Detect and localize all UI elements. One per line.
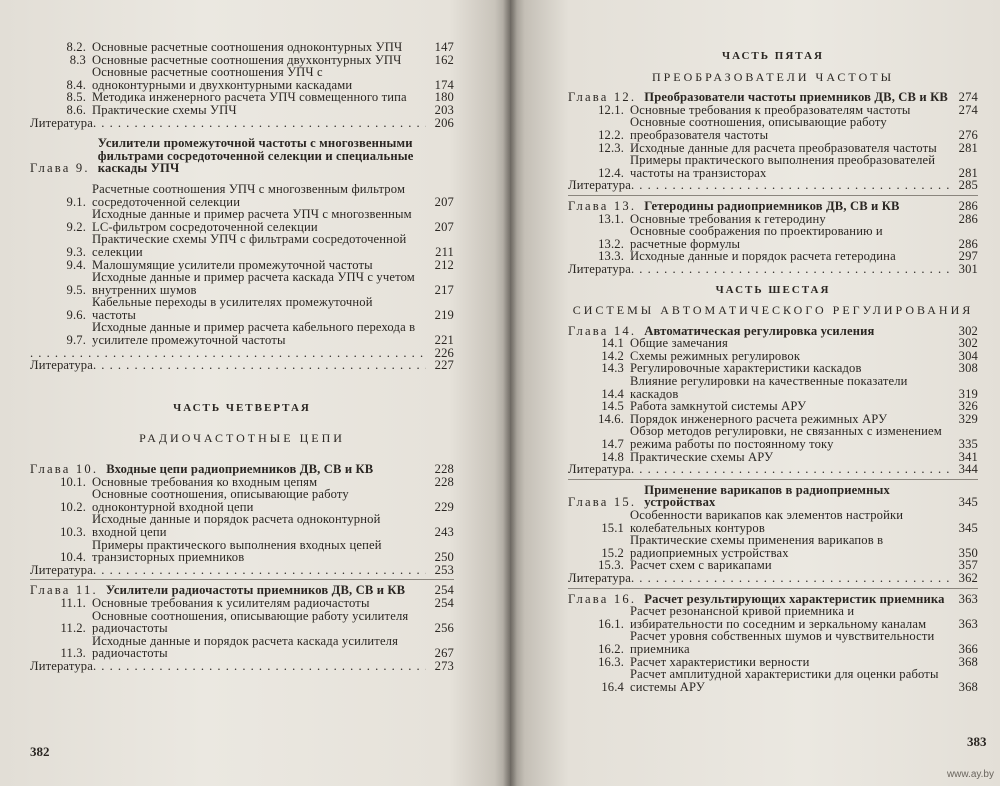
page-number: 228 [434, 462, 454, 477]
toc-block-chapter-10 [30, 476, 454, 577]
section-title: Порядок инженерного расчета режимных АРУ [630, 411, 888, 426]
divider [568, 195, 978, 196]
chapter-label: Глава 12. [568, 90, 637, 105]
page-number: 274 [958, 102, 978, 117]
section-title: Основные соотношения, описывающие работу преобразователя частоты [630, 115, 887, 142]
section-number: 12.1. [598, 102, 624, 117]
section-number: 9.7. [66, 333, 86, 348]
toc-literature-entry [568, 572, 978, 585]
section-number: 13.1. [598, 211, 624, 226]
section-title: Исходные данные и пример расчета кабельного перехода в усилителе промежуточной частоты [92, 320, 416, 348]
section-title: Основные расчетные соотношения двухконтурных УПЧ [92, 52, 402, 67]
section-title: Примеры практического выполнения преобразователей частоты на транзисторах [630, 153, 936, 180]
page-number: 350 [958, 545, 978, 560]
section-number: 15.3. [598, 558, 624, 573]
section-title: Особенности варикапов как элементов настройки колебательных контуров [630, 508, 904, 535]
literature-label: Литература [30, 658, 93, 673]
chapter-heading-13 [568, 200, 978, 213]
section-number: 14.3 [601, 361, 624, 376]
section-title: Исходные данные и пример расчета каскада УПЧ с учетом внутренних шумов [92, 270, 415, 297]
toc-block-chapter-13 [568, 213, 978, 276]
section-number: 14.4 [601, 386, 624, 401]
section-number: 12.2. [598, 127, 624, 142]
chapter-label: Глава 14. [568, 323, 637, 338]
section-title: Регулировочные характеристики каскадов [630, 361, 862, 376]
toc-block-chapter-9 [30, 183, 454, 372]
section-title: Расчет уровня собственных шумов и чувствительности приемника [630, 629, 935, 656]
section-number: 11.3. [60, 646, 86, 661]
section-title: Практические схемы АРУ [630, 449, 774, 464]
chapter-title: Усилители промежуточной частоты с многозвенными фильтрами сосредоточенной селекции и специальные каскады УПЧ [97, 136, 414, 176]
page-number: 212 [434, 257, 454, 272]
section-number: 15.2 [601, 545, 624, 560]
page-number: 207 [434, 219, 454, 234]
section-title: Общие замечания [630, 336, 728, 351]
toc-entry [568, 630, 978, 655]
page-folio: 382 [30, 744, 50, 759]
chapter-heading-15 [568, 484, 978, 509]
part-subtitle: РАДИОЧАСТОТНЫЕ ЦЕПИ [139, 431, 345, 446]
section-number: 10.4. [60, 550, 86, 565]
toc-entry [568, 605, 978, 630]
toc-entry [568, 375, 978, 400]
page-number: 267 [434, 646, 454, 661]
section-title: Основные требования к преобразователям частоты [630, 102, 911, 117]
right-page [510, 0, 1000, 786]
page-number: 174 [434, 77, 454, 92]
section-title: Основные соотношения, описывающие работу одноконтурной входной цепи [92, 487, 349, 514]
chapter-label: Глава 15. [568, 495, 637, 510]
toc-block-chapter-16 [568, 605, 978, 693]
toc-entry [30, 233, 454, 258]
page-number: 368 [958, 654, 978, 669]
leader-dots [631, 463, 950, 476]
section-number: 12.4. [598, 165, 624, 180]
toc-entry [568, 509, 978, 534]
chapter-title: Применение варикапов в радиоприемных устройствах [644, 482, 890, 510]
page-number: 281 [958, 165, 978, 180]
part-subtitle: СИСТЕМЫ АВТОМАТИЧЕСКОГО РЕГУЛИРОВАНИЯ [572, 303, 974, 318]
toc-entry [568, 668, 978, 693]
section-title: Практические схемы УПЧ с фильтрами сосредоточенной селекции [92, 232, 407, 259]
page-number: 250 [434, 550, 454, 565]
section-title: Практические схемы применения варикапов в радиоприемных устройствах [630, 533, 884, 560]
page-number: 253 [434, 562, 454, 577]
toc-block-chapter-8 [30, 41, 454, 129]
page-number: 147 [434, 40, 454, 54]
page-number: 301 [958, 261, 978, 276]
section-number: 13.3. [598, 249, 624, 264]
section-title: Основные соотношения, описывающие работу усилителя радиочастоты [92, 608, 409, 636]
page-number: 329 [958, 411, 978, 426]
toc-entry [568, 534, 978, 559]
toc-literature-entry [30, 359, 454, 372]
leader-dots [631, 179, 950, 192]
section-title: Исходные данные для расчета преобразователя частоты [630, 140, 937, 155]
section-title: Исходные данные и порядок расчета каскада усилителя радиочастоты [92, 633, 399, 661]
toc-entry [568, 116, 978, 141]
toc-entry [30, 208, 454, 233]
section-number: 14.6. [598, 411, 624, 426]
page-number: 335 [958, 437, 978, 452]
section-number: 9.2. [66, 219, 86, 234]
section-number: 13.2. [598, 236, 624, 251]
section-number: 14.5 [601, 399, 624, 414]
toc-literature-entry [30, 564, 454, 577]
section-title: Расчет характеристики верности [630, 654, 810, 669]
toc-literature-entry [30, 117, 454, 130]
leader-dots [631, 263, 950, 276]
toc-block-chapter-12 [568, 104, 978, 192]
chapter-label: Глава 10. [30, 462, 99, 477]
section-title: Исходные данные и пример расчета УПЧ с многозвенным LC-фильтром сосредоточенной селекции [92, 207, 412, 234]
part-title: ЧАСТЬ ЧЕТВЕРТАЯ [173, 401, 311, 414]
literature-label: Литература [568, 178, 631, 193]
page-number: 219 [434, 307, 454, 322]
chapter-heading-12 [568, 91, 978, 104]
section-number: 16.1. [598, 616, 624, 631]
literature-label: Литература [568, 261, 631, 276]
chapter-title: Расчет результирующих характеристик приемника [644, 591, 945, 606]
section-number: 12.3. [598, 140, 624, 155]
section-number: 10.2. [60, 499, 86, 514]
section-title: Исходные данные и порядок расчета гетеродина [630, 249, 896, 264]
section-number: 14.1 [601, 336, 624, 351]
leader-dots [93, 564, 426, 577]
toc-entry [30, 41, 454, 54]
chapter-heading-9 [30, 137, 454, 175]
toc-entry [568, 425, 978, 450]
section-number: 9.4. [66, 257, 86, 272]
literature-label: Литература [30, 115, 93, 130]
section-number: 11.2. [60, 621, 86, 636]
page-number: 273 [434, 658, 454, 673]
section-number: 16.3. [598, 654, 624, 669]
section-title: Расчет схем с варикапами [630, 558, 772, 573]
section-number: 8.4. [66, 77, 86, 92]
page-number: 345 [958, 520, 978, 535]
part-title: ЧАСТЬ ПЯТАЯ [722, 50, 824, 62]
page-number: 226 [434, 345, 454, 360]
page-number: 341 [958, 449, 978, 464]
toc-entry [30, 488, 454, 513]
page-folio: 383 [967, 734, 987, 749]
section-number: 8.2. [66, 40, 86, 54]
page-number: 344 [958, 462, 978, 477]
toc-literature-entry [568, 463, 978, 476]
section-title: Расчет резонансной кривой приемника и избирательности по соседним и зеркальному каналам [630, 604, 927, 631]
section-title: Практические схемы УПЧ [92, 102, 237, 117]
page-number: 357 [958, 558, 978, 573]
toc-block-chapter-14 [568, 337, 978, 476]
page-number: 254 [434, 583, 454, 598]
page-number: 286 [958, 211, 978, 226]
toc-entry [30, 539, 454, 564]
section-title: Кабельные переходы в усилителях промежуточной частоты [92, 295, 373, 322]
section-title: Основные соображения по проектированию и расчетные формулы [630, 224, 883, 251]
toc-entry [30, 635, 454, 660]
section-title: Основные требования ко входным цепям [92, 474, 318, 489]
page-number: 217 [434, 282, 454, 297]
chapter-label: Глава 13. [568, 198, 637, 213]
section-title: Схемы режимных регулировок [630, 348, 801, 363]
page-number: 368 [958, 679, 978, 694]
page-number: 162 [434, 52, 454, 67]
toc-entry [568, 154, 978, 179]
page-number: 276 [958, 127, 978, 142]
literature-label: Литература [568, 570, 631, 585]
section-number: 9.1. [66, 194, 86, 209]
section-title: Обзор методов регулировки, не связанных с изменением режима работы по постоянному току [630, 424, 942, 452]
toc-entry [568, 337, 978, 350]
page-number: 297 [958, 249, 978, 264]
page-number: 256 [434, 621, 454, 636]
section-number: 9.6. [66, 307, 86, 322]
section-title: Малошумящие усилители промежуточной частоты [92, 257, 373, 272]
page-number: 302 [958, 336, 978, 351]
page-number: 363 [958, 591, 978, 606]
chapter-title: Входные цепи радиоприемников ДВ, СВ и КВ [106, 462, 374, 477]
part-title: ЧАСТЬ ШЕСТАЯ [715, 283, 831, 296]
chapter-label: Глава 16. [568, 591, 637, 606]
page-number: 228 [434, 474, 454, 489]
page-number: 206 [434, 115, 454, 130]
right-toc-column [568, 50, 978, 693]
toc-entry [30, 66, 454, 91]
section-title: Исходные данные и порядок расчета одноконтурной входной цепи [92, 512, 381, 539]
page-number: 281 [958, 140, 978, 155]
section-title: Методика инженерного расчета УПЧ совмещенного типа [92, 90, 407, 105]
toc-entry [568, 400, 978, 413]
chapter-label: Глава 11. [30, 583, 98, 598]
section-number: 9.3. [66, 244, 86, 259]
literature-label: Литература [30, 562, 93, 577]
toc-entry [30, 296, 454, 321]
leader-dots [93, 359, 426, 372]
chapter-label: Глава 9. [30, 161, 90, 176]
toc-literature-entry [30, 660, 454, 673]
section-number: 8.3 [69, 52, 86, 67]
toc-block-chapter-15 [568, 509, 978, 585]
page-number: 302 [958, 323, 978, 338]
page-number: 227 [434, 358, 454, 373]
section-title: Основные требования к гетеродину [630, 211, 826, 226]
chapter-title: Гетеродины радиоприемников ДВ, СВ и КВ [644, 198, 900, 213]
page-number: 207 [434, 194, 454, 209]
toc-page-continuation [30, 347, 454, 360]
page-number: 221 [434, 333, 454, 348]
page-number: 366 [958, 641, 978, 656]
page-number: 304 [958, 348, 978, 363]
page-number: 274 [958, 90, 978, 105]
page-number: 286 [958, 236, 978, 251]
toc-entry [30, 513, 454, 538]
chapter-heading-10 [30, 463, 454, 476]
page-number: 180 [434, 90, 454, 105]
page-number: 285 [958, 178, 978, 193]
section-number: 16.4 [601, 679, 624, 694]
section-title: Расчетные соотношения УПЧ с многозвенным фильтром сосредоточенной селекции [92, 181, 406, 209]
section-number: 15.1 [601, 520, 624, 535]
book-gutter [503, 0, 517, 786]
page-number: 254 [434, 595, 454, 610]
watermark: www.ay.by [946, 769, 994, 780]
page-number: 203 [434, 102, 454, 117]
literature-label: Литература [568, 462, 631, 477]
left-toc-column [30, 41, 454, 673]
page-number: 211 [435, 244, 454, 259]
section-title: Примеры практического выполнения входных цепей транзисторных приемников [92, 537, 382, 565]
literature-label: Литература [30, 358, 93, 373]
leader-dots [93, 117, 426, 130]
section-title: Основные расчетные соотношения одноконтурных УПЧ [92, 40, 403, 54]
toc-entry [30, 597, 454, 610]
toc-entry [568, 225, 978, 250]
chapter-title: Преобразователи частоты приемников ДВ, СВ и КВ [644, 90, 948, 105]
page-number: 363 [958, 616, 978, 631]
page-number: 308 [958, 361, 978, 376]
section-title: Основные требования к усилителям радиочастоты [92, 595, 370, 610]
chapter-title: Усилители радиочастоты приемников ДВ, СВ и КВ [105, 583, 406, 598]
section-number: 14.8 [601, 449, 624, 464]
section-number: 9.5. [66, 282, 86, 297]
divider [568, 479, 978, 480]
section-title: Расчет амплитудной характеристики для оценки работы системы АРУ [630, 667, 939, 694]
leader-dots [631, 572, 950, 585]
divider [568, 588, 978, 589]
divider [30, 579, 454, 580]
section-number: 16.2. [598, 641, 624, 656]
page-number: 229 [434, 499, 454, 514]
chapter-title: Автоматическая регулировка усиления [644, 323, 875, 338]
toc-literature-entry [568, 179, 978, 192]
toc-entry [30, 610, 454, 635]
section-number: 10.1. [60, 474, 86, 489]
page-number: 345 [958, 495, 978, 510]
section-number: 14.2 [601, 348, 624, 363]
section-number: 10.3. [60, 525, 86, 539]
leader-dots [93, 660, 426, 673]
page-number: 319 [958, 386, 978, 401]
section-title: Влияние регулировки на качественные показатели каскадов [630, 374, 908, 401]
toc-entry [30, 271, 454, 296]
section-number: 14.7 [601, 437, 624, 452]
section-number: 8.6. [66, 102, 86, 117]
page-number: 286 [958, 198, 978, 213]
toc-entry [30, 104, 454, 117]
page-number: 362 [958, 570, 978, 585]
section-title: Работа замкнутой системы АРУ [630, 399, 807, 414]
toc-literature-entry [568, 263, 978, 276]
page-number: 326 [958, 399, 978, 414]
part-subtitle: ПРЕОБРАЗОВАТЕЛИ ЧАСТОТЫ [651, 69, 895, 84]
section-number: 11.1. [60, 595, 86, 610]
section-number: 8.5. [66, 90, 86, 105]
toc-entry [30, 183, 454, 208]
toc-block-chapter-11 [30, 597, 454, 673]
toc-entry [30, 321, 454, 346]
section-title: Основные расчетные соотношения УПЧ с одноконтурными и двухконтурными каскадами [92, 65, 353, 92]
page-number: 243 [434, 525, 454, 539]
